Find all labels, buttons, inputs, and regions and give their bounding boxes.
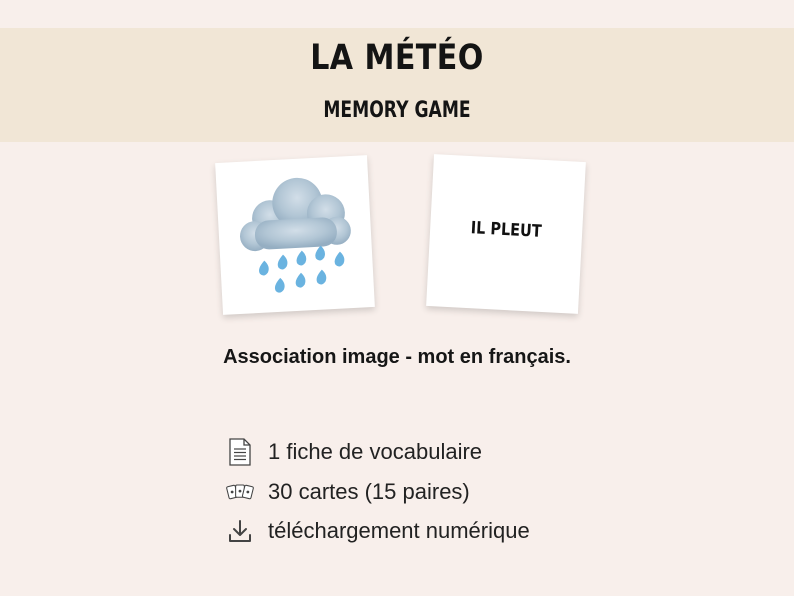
feature-cards-count xyxy=(226,477,470,507)
tagline: Association image - mot en français. xyxy=(223,346,571,368)
feature-digital-download xyxy=(226,516,530,546)
rain-cloud-icon xyxy=(215,155,375,315)
playing-cards-icon xyxy=(226,478,254,506)
word-card xyxy=(426,154,586,314)
download-icon xyxy=(226,517,254,545)
feature-text: 1 fiche de vocabulaire xyxy=(268,439,483,464)
word-card-text: IL PLEUT xyxy=(470,218,543,242)
image-card xyxy=(215,155,375,315)
page-subtitle: MEMORY GAME xyxy=(323,98,471,123)
feature-text: téléchargement numérique xyxy=(268,518,530,543)
page-title: LA MÉTÉO xyxy=(310,38,484,78)
feature-text: 30 cartes (15 paires) xyxy=(268,479,470,504)
document-icon xyxy=(226,438,254,466)
feature-vocabulary-sheet xyxy=(226,437,482,467)
